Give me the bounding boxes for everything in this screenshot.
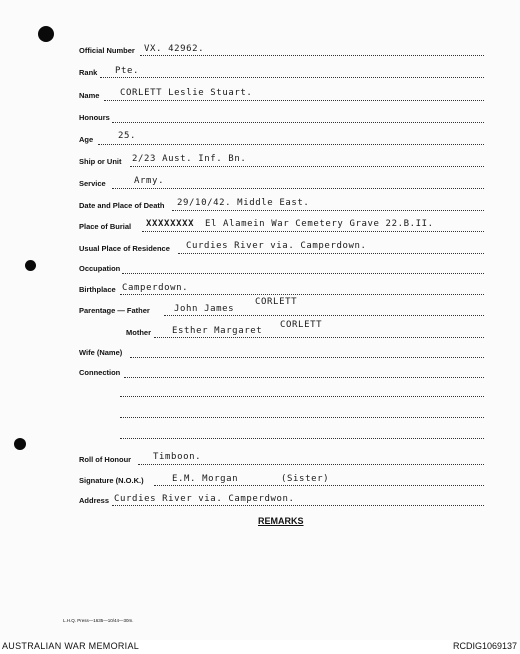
rule-line bbox=[124, 377, 484, 378]
service-value: Army. bbox=[134, 176, 165, 186]
age-value: 25. bbox=[118, 131, 137, 141]
rule-line bbox=[172, 210, 484, 211]
rule-line bbox=[140, 55, 484, 56]
wife-label: Wife (Name) bbox=[79, 348, 123, 357]
remarks-heading: REMARKS bbox=[258, 516, 304, 526]
residence-value: Curdies River via. Camperdown. bbox=[186, 241, 367, 251]
archive-name: AUSTRALIAN WAR MEMORIAL bbox=[2, 641, 140, 651]
father-label: Parentage — Father bbox=[79, 306, 150, 315]
name-label: Name bbox=[79, 91, 100, 100]
age-label: Age bbox=[79, 135, 94, 144]
burial-struck-value: XXXXXXXX bbox=[146, 219, 195, 229]
rule-line bbox=[122, 273, 484, 274]
rule-line bbox=[154, 337, 484, 338]
address-label: Address bbox=[79, 496, 110, 505]
roll-label: Roll of Honour bbox=[79, 455, 132, 464]
rule-line bbox=[112, 122, 484, 123]
unit-label: Ship or Unit bbox=[79, 157, 122, 166]
birthplace-value: Camperdown. bbox=[122, 283, 189, 293]
rank-label: Rank bbox=[79, 68, 98, 77]
connection-line bbox=[120, 438, 484, 439]
birthplace-label: Birthplace bbox=[79, 285, 116, 294]
printer-imprint: L.H.Q. Press—1635—10/44—30m. bbox=[63, 618, 134, 623]
rule-line bbox=[164, 315, 484, 316]
official-number-label: Official Number bbox=[79, 46, 135, 55]
death-label: Date and Place of Death bbox=[79, 201, 165, 210]
connection-line bbox=[120, 396, 484, 397]
unit-value: 2/23 Aust. Inf. Bn. bbox=[132, 154, 247, 164]
rule-line bbox=[112, 505, 484, 506]
burial-label: Place of Burial bbox=[79, 222, 132, 231]
mother-value: Esther Margaret bbox=[172, 326, 263, 336]
record-id: RCDIG1069137 bbox=[452, 641, 517, 651]
rule-line bbox=[154, 485, 484, 486]
rule-line bbox=[120, 294, 484, 295]
rule-line bbox=[138, 464, 484, 465]
name-value: CORLETT Leslie Stuart. bbox=[120, 88, 253, 98]
signature-value: E.M. Morgan bbox=[172, 474, 239, 484]
punch-hole-middle bbox=[25, 260, 36, 271]
signature-label: Signature (N.O.K.) bbox=[79, 476, 144, 485]
honours-label: Honours bbox=[79, 113, 110, 122]
mother-surname-value: CORLETT bbox=[280, 320, 323, 330]
rule-line bbox=[100, 77, 484, 78]
connection-line bbox=[120, 417, 484, 418]
service-label: Service bbox=[79, 179, 106, 188]
rule-line bbox=[130, 166, 484, 167]
address-value: Curdies River via. Camperdwon. bbox=[114, 494, 295, 504]
rule-line bbox=[130, 357, 484, 358]
connection-label: Connection bbox=[79, 368, 121, 377]
burial-value: El Alamein War Cemetery Grave 22.B.II. bbox=[205, 219, 434, 229]
archive-footer bbox=[0, 640, 520, 654]
father-value: John James bbox=[174, 304, 235, 314]
occupation-label: Occupation bbox=[79, 264, 121, 273]
rank-value: Pte. bbox=[115, 66, 140, 76]
punch-hole-lower bbox=[14, 438, 26, 450]
official-number-value: VX. 42962. bbox=[144, 44, 205, 54]
punch-hole-top bbox=[38, 26, 54, 42]
death-value: 29/10/42. Middle East. bbox=[177, 198, 310, 208]
residence-label: Usual Place of Residence bbox=[79, 244, 170, 253]
signature-relation-value: (Sister) bbox=[281, 474, 330, 484]
rule-line bbox=[104, 100, 484, 101]
rule-line bbox=[112, 188, 484, 189]
father-surname-value: CORLETT bbox=[255, 297, 298, 307]
rule-line bbox=[142, 231, 484, 232]
rule-line bbox=[98, 144, 484, 145]
mother-label: Mother bbox=[126, 328, 151, 337]
roll-value: Timboon. bbox=[153, 452, 202, 462]
rule-line bbox=[178, 253, 484, 254]
